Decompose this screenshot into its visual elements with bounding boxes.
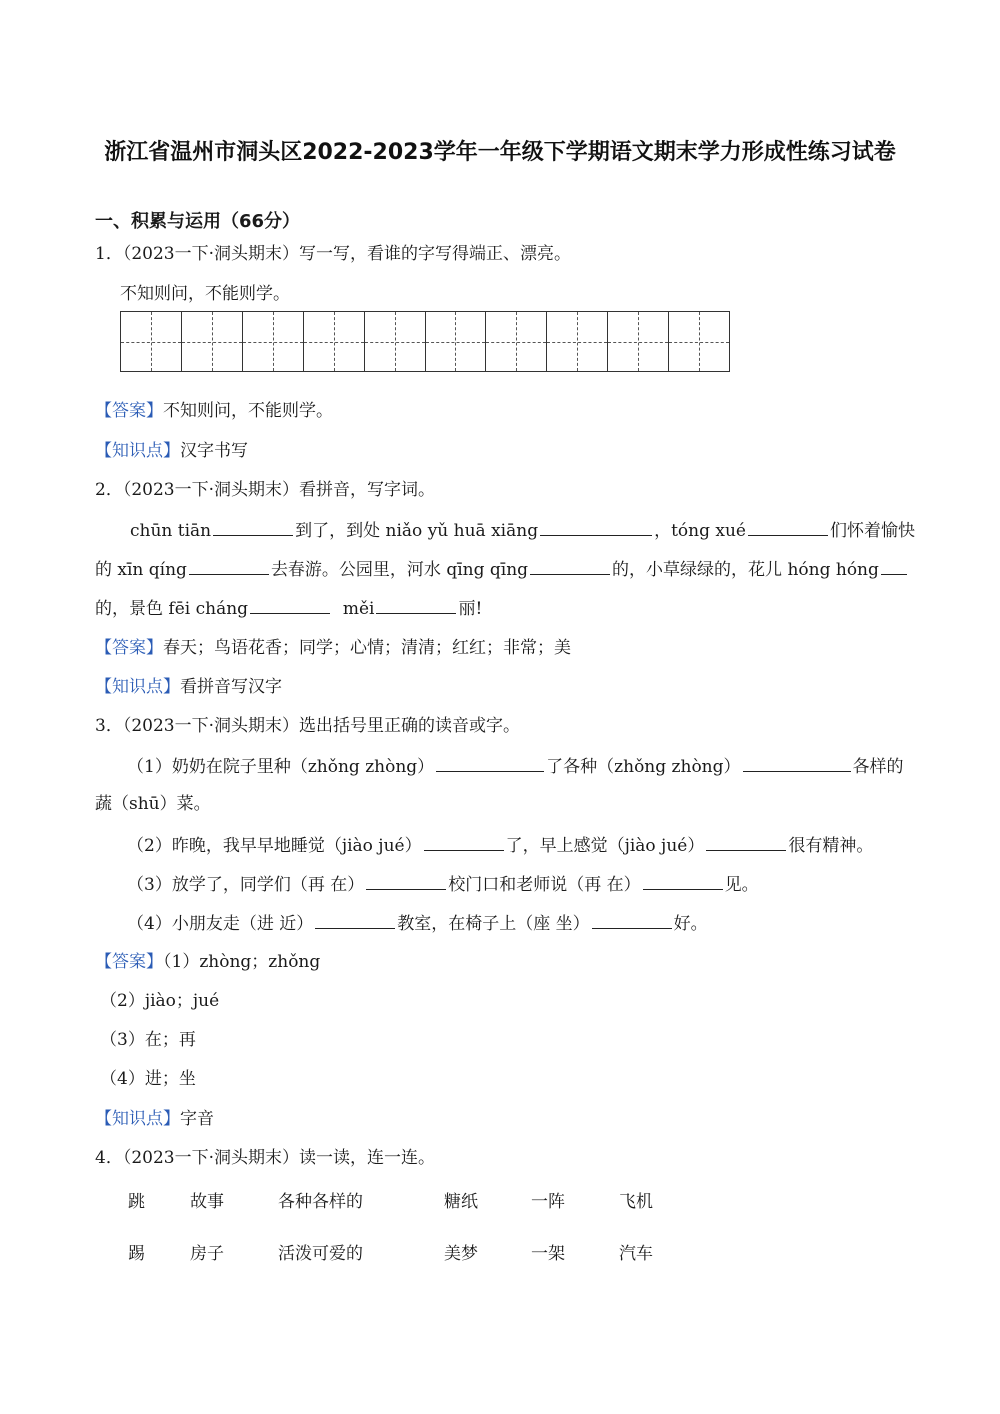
match-word[interactable]: 一架 xyxy=(531,1244,565,1264)
page-title: 浙江省温州市洞头区2022-2023学年一年级下学期语文期末学力形成性练习试卷 xyxy=(104,140,896,165)
answer-blank[interactable] xyxy=(366,871,446,890)
pinyin-text: 的，小草绿绿的，花儿 hóng hóng xyxy=(612,560,879,580)
question-prompt: （2023一下·洞头期末）选出括号里正确的读音或字。 xyxy=(122,716,520,736)
pinyin-text: 去春游。公园里，河水 qīng qīng xyxy=(270,560,529,580)
answer-blank[interactable] xyxy=(743,753,851,772)
sub-question-text: （3）放学了，同学们（再 在） xyxy=(127,875,365,895)
sub-question-text: （1）奶奶在院子里种（zhǒng zhòng） xyxy=(127,757,435,777)
answer-blank[interactable] xyxy=(436,753,544,772)
pinyin-text: 们怀着愉快 xyxy=(829,521,915,541)
grid-cell[interactable] xyxy=(243,312,304,371)
answer-text: 不知则问，不能则学。 xyxy=(163,401,333,421)
match-word[interactable]: 糖纸 xyxy=(444,1192,478,1212)
knowledge-point-tag: 【知识点】 xyxy=(95,677,180,697)
sub-question-text: 了各种（zhǒng zhòng） xyxy=(546,757,741,777)
pinyin-text: chūn tiān xyxy=(130,521,212,541)
match-word[interactable]: 跳 xyxy=(128,1192,145,1212)
sub-question-2 xyxy=(127,832,873,858)
sub-question-text: 见。 xyxy=(724,875,759,895)
sub-question-text: 教室，在椅子上（座 坐） xyxy=(397,914,590,934)
answer-line xyxy=(95,636,571,660)
answer-tag: 【答案】 xyxy=(95,401,163,421)
pinyin-text: 的，景色 fēi cháng xyxy=(95,599,249,619)
match-word[interactable]: 美梦 xyxy=(444,1244,478,1264)
knowledge-point-text: 字音 xyxy=(180,1109,214,1129)
sub-question-text: 了，早上感觉（jiào jué） xyxy=(505,836,705,856)
grid-cell[interactable] xyxy=(486,312,547,371)
knowledge-point-text: 看拼音写汉字 xyxy=(180,677,282,697)
sub-question-1 xyxy=(127,753,904,779)
grid-cell[interactable] xyxy=(304,312,365,371)
question-number: 2． xyxy=(95,480,123,500)
knowledge-point-tag: 【知识点】 xyxy=(95,441,180,461)
grid-cell[interactable] xyxy=(608,312,669,371)
match-word[interactable]: 各种各样的 xyxy=(278,1192,363,1212)
grid-cell[interactable] xyxy=(547,312,608,371)
answer-blank[interactable] xyxy=(213,517,293,536)
answer-tag: 【答案】 xyxy=(95,638,163,658)
sub-question-1-cont: 蔬（shū）菜。 xyxy=(95,794,211,814)
pinyin-line-3 xyxy=(95,595,482,621)
sub-question-text: （4）小朋友走（进 近） xyxy=(127,914,314,934)
answer-blank[interactable] xyxy=(881,556,907,575)
answer-text: 春天；鸟语花香；同学；心情；清清；红红；非常；美 xyxy=(163,638,571,658)
answer-blank[interactable] xyxy=(189,556,269,575)
question-1 xyxy=(95,242,571,266)
match-word[interactable]: 汽车 xyxy=(619,1244,653,1264)
knowledge-point-text: 汉字书写 xyxy=(180,441,248,461)
section-heading: 一、积累与运用（66分） xyxy=(95,211,301,232)
answer-line xyxy=(95,950,320,974)
answer-blank[interactable] xyxy=(643,871,723,890)
answer-blank[interactable] xyxy=(540,517,652,536)
sub-question-text: 好。 xyxy=(673,914,708,934)
answer-tag: 【答案】 xyxy=(95,952,163,972)
question-prompt: （2023一下·洞头期末）写一写，看谁的字写得端正、漂亮。 xyxy=(122,244,571,264)
copy-sentence: 不知则问，不能则学。 xyxy=(120,284,290,304)
answer-blank[interactable] xyxy=(376,595,456,614)
sub-question-text: 很有精神。 xyxy=(788,836,874,856)
knowledge-point-line xyxy=(95,675,282,699)
match-word[interactable]: 故事 xyxy=(190,1192,224,1212)
pinyin-text: měi xyxy=(342,599,375,619)
question-2 xyxy=(95,478,435,502)
sub-question-text: 各样的 xyxy=(852,757,904,777)
match-word[interactable]: 活泼可爱的 xyxy=(278,1244,363,1264)
question-prompt: （2023一下·洞头期末）看拼音，写字词。 xyxy=(122,480,435,500)
grid-cell[interactable] xyxy=(669,312,729,371)
writing-grid[interactable] xyxy=(120,311,730,372)
answer-blank[interactable] xyxy=(530,556,610,575)
sub-question-3 xyxy=(127,871,759,897)
sub-question-text: 校门口和老师说（再 在） xyxy=(448,875,641,895)
knowledge-point-line xyxy=(95,1107,214,1131)
question-4 xyxy=(95,1146,435,1170)
answer-blank[interactable] xyxy=(424,832,504,851)
answer-line: （4）进；坐 xyxy=(100,1069,196,1089)
answer-blank[interactable] xyxy=(706,832,786,851)
knowledge-point-tag: 【知识点】 xyxy=(95,1109,180,1129)
answer-blank[interactable] xyxy=(250,595,330,614)
match-word[interactable]: 踢 xyxy=(128,1244,145,1264)
answer-text: （1）zhòng；zhǒng xyxy=(163,952,321,972)
sub-question-4 xyxy=(127,910,708,936)
pinyin-text: 丽! xyxy=(458,599,483,619)
grid-cell[interactable] xyxy=(182,312,243,371)
pinyin-line-1 xyxy=(130,517,915,543)
answer-blank[interactable] xyxy=(315,910,395,929)
grid-cell[interactable] xyxy=(365,312,426,371)
sub-question-text: （2）昨晚，我早早地睡觉（jiào jué） xyxy=(127,836,422,856)
answer-blank[interactable] xyxy=(592,910,672,929)
answer-line: （3）在；再 xyxy=(100,1030,196,1050)
question-number: 3． xyxy=(95,716,123,736)
answer-line: （2）jiào；jué xyxy=(100,991,220,1011)
question-prompt: （2023一下·洞头期末）读一读，连一连。 xyxy=(122,1148,435,1168)
match-word[interactable]: 一阵 xyxy=(531,1192,565,1212)
pinyin-text: 的 xīn qíng xyxy=(95,560,187,580)
knowledge-point-line xyxy=(95,439,248,463)
grid-cell[interactable] xyxy=(426,312,487,371)
pinyin-text: 到了，到处 niǎo yǔ huā xiāng xyxy=(295,521,539,541)
pinyin-line-2 xyxy=(95,556,909,582)
question-number: 1． xyxy=(95,244,123,264)
grid-cell[interactable] xyxy=(121,312,182,371)
match-word[interactable]: 飞机 xyxy=(619,1192,653,1212)
pinyin-text: ，tóng xué xyxy=(654,521,746,541)
question-number: 4． xyxy=(95,1148,123,1168)
question-3 xyxy=(95,714,520,738)
match-word[interactable]: 房子 xyxy=(190,1244,224,1264)
answer-blank[interactable] xyxy=(748,517,828,536)
answer-line xyxy=(95,399,333,423)
